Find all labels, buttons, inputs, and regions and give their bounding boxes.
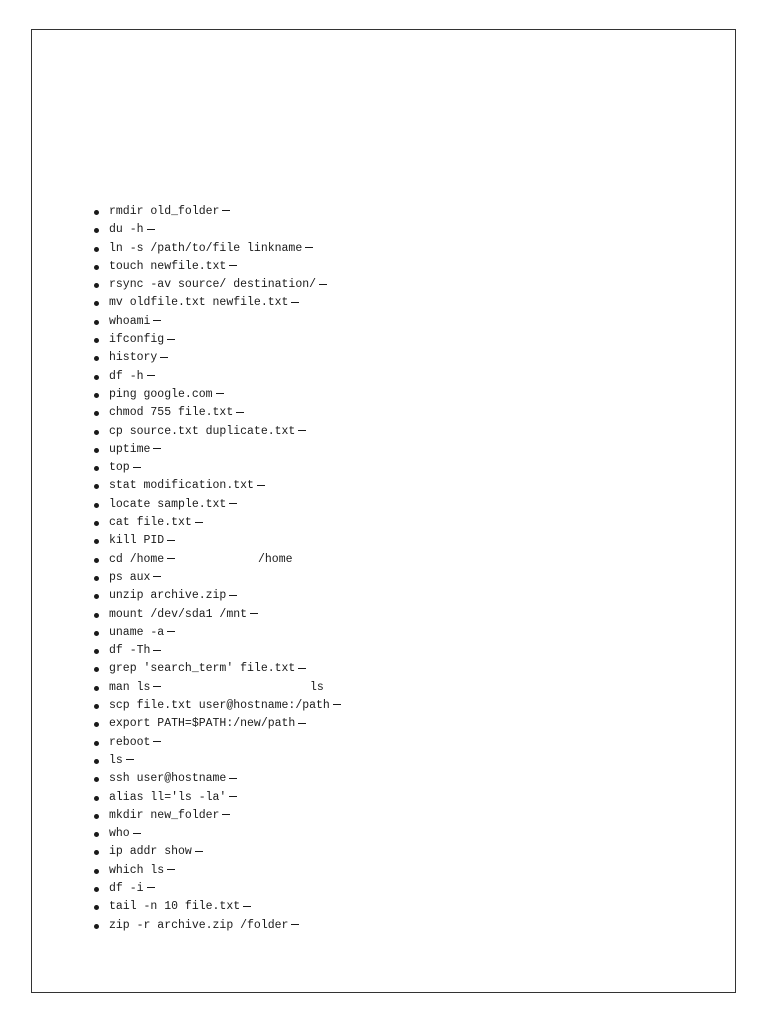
bullet-icon xyxy=(94,301,99,306)
list-item xyxy=(92,423,341,441)
em-dash-separator xyxy=(250,613,258,614)
list-item xyxy=(92,349,341,367)
em-dash-separator xyxy=(229,503,237,504)
bullet-icon xyxy=(94,796,99,801)
em-dash-separator xyxy=(153,686,161,687)
command-text: unzip archive.zip xyxy=(109,589,227,603)
command-text: locate sample.txt xyxy=(109,497,227,511)
bullet-icon xyxy=(94,265,99,270)
command-text: touch newfile.txt xyxy=(109,259,227,273)
list-item xyxy=(92,807,341,825)
command-text: history xyxy=(109,351,158,365)
list-item xyxy=(92,368,341,386)
bullet-icon xyxy=(94,613,99,618)
command-text: mount /dev/sda1 /mnt xyxy=(109,607,248,621)
bullet-icon xyxy=(94,375,99,380)
command-text: kill PID xyxy=(109,534,165,548)
em-dash-separator xyxy=(222,210,230,211)
list-item xyxy=(92,386,341,404)
command-text: export PATH=$PATH:/new/path xyxy=(109,717,296,731)
bullet-icon xyxy=(94,338,99,343)
em-dash-separator xyxy=(298,430,306,431)
em-dash-separator xyxy=(167,339,175,340)
list-item xyxy=(92,789,341,807)
command-text: ssh user@hostname xyxy=(109,772,227,786)
command-text: ps aux xyxy=(109,570,151,584)
em-dash-separator xyxy=(133,467,141,468)
bullet-icon xyxy=(94,484,99,489)
em-dash-separator xyxy=(153,448,161,449)
list-item xyxy=(92,459,341,477)
list-item xyxy=(92,331,341,349)
bullet-icon xyxy=(94,320,99,325)
command-text: du -h xyxy=(109,223,144,237)
bullet-icon xyxy=(94,247,99,252)
list-item xyxy=(92,862,341,880)
em-dash-separator xyxy=(167,631,175,632)
em-dash-separator xyxy=(147,887,155,888)
bullet-icon xyxy=(94,594,99,599)
list-item xyxy=(92,477,341,495)
command-note: /home xyxy=(258,552,293,566)
command-text: reboot xyxy=(109,735,151,749)
em-dash-separator xyxy=(298,668,306,669)
command-list xyxy=(92,203,341,935)
em-dash-separator xyxy=(229,595,237,596)
command-text: ifconfig xyxy=(109,333,165,347)
list-item xyxy=(92,551,341,569)
command-text: mkdir new_folder xyxy=(109,808,220,822)
list-item xyxy=(92,606,341,624)
em-dash-separator xyxy=(229,265,237,266)
em-dash-separator xyxy=(229,778,237,779)
list-item xyxy=(92,258,341,276)
em-dash-separator xyxy=(222,814,230,815)
command-text: stat modification.txt xyxy=(109,479,254,493)
bullet-icon xyxy=(94,228,99,233)
bullet-icon xyxy=(94,503,99,508)
command-text: alias ll='ls -la' xyxy=(109,790,227,804)
em-dash-separator xyxy=(153,320,161,321)
bullet-icon xyxy=(94,521,99,526)
em-dash-separator xyxy=(167,558,175,559)
list-item xyxy=(92,496,341,514)
em-dash-separator xyxy=(291,924,299,925)
em-dash-separator xyxy=(195,522,203,523)
list-item xyxy=(92,404,341,422)
em-dash-separator xyxy=(291,302,299,303)
bullet-icon xyxy=(94,448,99,453)
bullet-icon xyxy=(94,210,99,215)
list-item xyxy=(92,917,341,935)
list-item xyxy=(92,770,341,788)
em-dash-separator xyxy=(305,247,313,248)
bullet-icon xyxy=(94,558,99,563)
command-text: tail -n 10 file.txt xyxy=(109,900,241,914)
list-item xyxy=(92,240,341,258)
command-text: cp source.txt duplicate.txt xyxy=(109,424,296,438)
em-dash-separator xyxy=(153,576,161,577)
bullet-icon xyxy=(94,887,99,892)
document-page xyxy=(31,29,736,993)
bullet-icon xyxy=(94,539,99,544)
list-item xyxy=(92,294,341,312)
bullet-icon xyxy=(94,704,99,709)
command-text: whoami xyxy=(109,314,151,328)
em-dash-separator xyxy=(319,284,327,285)
list-item xyxy=(92,660,341,678)
bullet-icon xyxy=(94,832,99,837)
command-text: df -i xyxy=(109,881,144,895)
command-text: rmdir old_folder xyxy=(109,205,220,218)
em-dash-separator xyxy=(236,412,244,413)
list-item xyxy=(92,624,341,642)
list-item xyxy=(92,880,341,898)
em-dash-separator xyxy=(298,723,306,724)
bullet-icon xyxy=(94,356,99,361)
list-item xyxy=(92,825,341,843)
command-text: uptime xyxy=(109,442,151,456)
bullet-icon xyxy=(94,777,99,782)
list-item xyxy=(92,441,341,459)
list-item xyxy=(92,276,341,294)
em-dash-separator xyxy=(126,759,134,760)
em-dash-separator xyxy=(160,357,168,358)
command-note: ls xyxy=(310,680,324,694)
em-dash-separator xyxy=(333,704,341,705)
bullet-icon xyxy=(94,905,99,910)
em-dash-separator xyxy=(133,833,141,834)
bullet-icon xyxy=(94,814,99,819)
list-item xyxy=(92,734,341,752)
list-item xyxy=(92,697,341,715)
bullet-icon xyxy=(94,686,99,691)
list-item xyxy=(92,642,341,660)
list-item xyxy=(92,221,341,239)
list-item xyxy=(92,715,341,733)
em-dash-separator xyxy=(216,393,224,394)
em-dash-separator xyxy=(167,540,175,541)
em-dash-separator xyxy=(153,650,161,651)
bullet-icon xyxy=(94,283,99,288)
bullet-icon xyxy=(94,924,99,929)
command-text: df -Th xyxy=(109,644,151,658)
command-text: who xyxy=(109,827,130,841)
list-item xyxy=(92,898,341,916)
command-text: cat file.txt xyxy=(109,516,192,530)
command-text: zip -r archive.zip /folder xyxy=(109,918,289,932)
command-text: which ls xyxy=(109,863,165,877)
bullet-icon xyxy=(94,411,99,416)
bullet-icon xyxy=(94,741,99,746)
command-text: ln -s /path/to/file linkname xyxy=(109,241,303,255)
command-text: cd /home xyxy=(109,552,165,566)
bullet-icon xyxy=(94,649,99,654)
list-item xyxy=(92,843,341,861)
command-text: man ls xyxy=(109,680,151,694)
bullet-icon xyxy=(94,430,99,435)
list-item xyxy=(92,532,341,550)
command-text: grep 'search_term' file.txt xyxy=(109,662,296,676)
command-text: ls xyxy=(109,753,123,767)
bullet-icon xyxy=(94,393,99,398)
command-text: ping google.com xyxy=(109,387,213,401)
bullet-icon xyxy=(94,576,99,581)
bullet-icon xyxy=(94,631,99,636)
command-text: df -h xyxy=(109,369,144,383)
bullet-icon xyxy=(94,722,99,727)
bullet-icon xyxy=(94,850,99,855)
list-item xyxy=(92,587,341,605)
em-dash-separator xyxy=(257,485,265,486)
command-text: mv oldfile.txt newfile.txt xyxy=(109,296,289,310)
list-item xyxy=(92,752,341,770)
em-dash-separator xyxy=(243,906,251,907)
bullet-icon xyxy=(94,667,99,672)
command-text: chmod 755 file.txt xyxy=(109,406,234,420)
command-text: scp file.txt user@hostname:/path xyxy=(109,699,330,713)
em-dash-separator xyxy=(167,869,175,870)
list-item xyxy=(92,313,341,331)
list-item xyxy=(92,203,341,221)
em-dash-separator xyxy=(147,375,155,376)
list-item xyxy=(92,569,341,587)
em-dash-separator xyxy=(229,796,237,797)
list-item xyxy=(92,514,341,532)
command-text: uname -a xyxy=(109,625,165,639)
command-text: rsync -av source/ destination/ xyxy=(109,278,317,292)
list-item xyxy=(92,679,341,697)
bullet-icon xyxy=(94,869,99,874)
command-text: ip addr show xyxy=(109,845,192,859)
command-text: top xyxy=(109,461,130,475)
em-dash-separator xyxy=(147,229,155,230)
em-dash-separator xyxy=(153,741,161,742)
bullet-icon xyxy=(94,466,99,471)
bullet-icon xyxy=(94,759,99,764)
em-dash-separator xyxy=(195,851,203,852)
